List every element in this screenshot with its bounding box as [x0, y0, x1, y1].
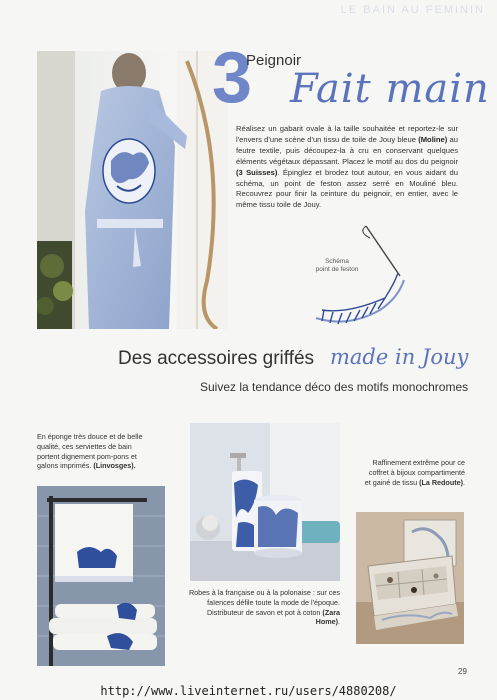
- ceramics-caption: [188, 588, 340, 627]
- instructions-part: Réalisez un gabarit ovale à la taille souhaitée et reportez-le sur l'envers d'une scène d'un tissu de toile de Jouy bleue: [236, 124, 458, 144]
- towels-caption: [37, 432, 145, 471]
- project-kicker: Peignoir: [246, 52, 302, 69]
- section-title: Des accessoires griffés: [118, 348, 315, 369]
- box-caption: [362, 458, 465, 487]
- running-title: LE BAIN AU FEMININ: [340, 4, 485, 16]
- robe-photo: [37, 51, 228, 329]
- instructions-part: . Épinglez et brodez tout autour, en vous aidant du schéma, un point de feston assez serré en Mouliné bleu. Recouvrez pour finir la ceinture du peignoir, en entier, avec le même tissu toile de Jouy.: [236, 167, 458, 210]
- section-title-script: made in Jouy: [330, 345, 469, 369]
- section-subtitle: Suivez la tendance déco des motifs monochromes: [200, 380, 469, 394]
- jewelry-box-photo: [356, 512, 464, 644]
- project-instructions: [236, 124, 458, 211]
- header-strip: [240, 0, 497, 22]
- caption-text: Robes à la française ou à la polonaise : sur ces faïences défile toute la mode de l'époque. Distributeur de savon et pot à coton: [188, 588, 340, 617]
- brand-zara-home: (Zara Home): [315, 607, 340, 627]
- brand-la-redoute: (La Redoute): [419, 477, 463, 487]
- caption-text: Raffinement extrême pour ce coffret à bijoux compartimenté et gainé de tissu: [364, 458, 465, 487]
- caption-end: .: [338, 617, 340, 627]
- brand-moline: (Moline): [418, 134, 448, 144]
- caption-text: En éponge très douce et de belle qualité, ces serviettes de bain portent dignement pom-pons et galons imprimés.: [37, 432, 143, 471]
- instructions-part: au feutre textile, puis découpez-la à cru en conservant quelques éléments végétaux dépassant. Placez le motif au dos du peignoir: [236, 134, 459, 166]
- project-title: Fait main: [290, 66, 490, 112]
- project-number: 3: [212, 38, 253, 118]
- schema-label: Schéma: [325, 258, 349, 265]
- ceramics-photo: [190, 423, 340, 581]
- source-url[interactable]: http://www.liveinternet.ru/users/4880208/: [100, 684, 397, 698]
- towels-photo: [37, 486, 165, 666]
- brand-linvosges: (Linvosges).: [93, 461, 136, 471]
- blanket-stitch-diagram: [308, 218, 418, 333]
- schema-caption: [302, 258, 372, 274]
- brand-3-suisses: (3 Suisses): [236, 167, 278, 177]
- caption-end: .: [463, 477, 465, 487]
- page-number: 29: [458, 667, 467, 676]
- schema-sublabel: point de feston: [315, 266, 359, 273]
